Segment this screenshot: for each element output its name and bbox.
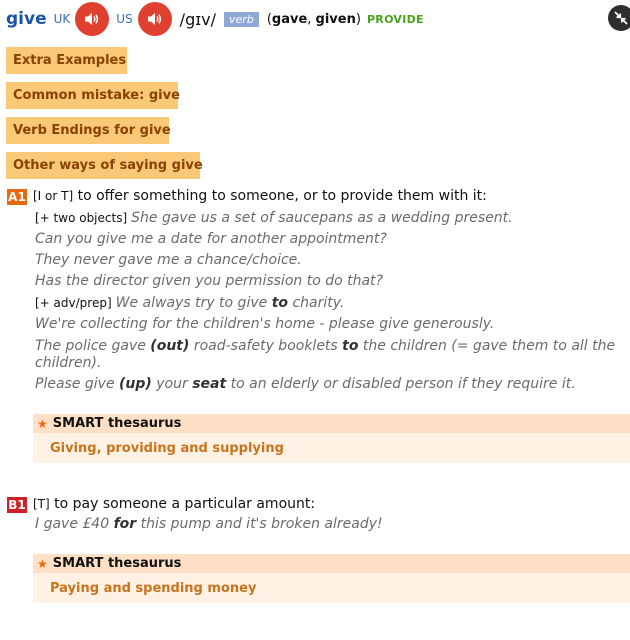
smart-thesaurus-title: SMART thesaurus (52, 556, 182, 571)
us-audio-button[interactable] (138, 2, 172, 36)
sense2-example (35, 516, 383, 532)
example-8-text-e: to an elderly or disabled person if they require it. (226, 376, 576, 392)
example-8-collocation: seat (192, 376, 227, 392)
star-icon: ★ (37, 556, 48, 571)
star-icon: ★ (37, 416, 48, 431)
level-badge-a1: A1 (8, 190, 26, 204)
example-5-collocation: to (271, 295, 288, 311)
uk-audio-button[interactable] (75, 2, 109, 36)
smart-thesaurus-title: SMART thesaurus (52, 416, 182, 431)
example-6: We're collecting for the children's home - please give generously. (35, 316, 495, 332)
us-label: US (116, 12, 133, 26)
sense2-example-text-a: I gave £40 (35, 516, 114, 532)
sense1-grammar: [I or T] (33, 189, 74, 203)
collapse-button[interactable] (608, 5, 630, 31)
example-7-particle: (out) (150, 338, 190, 354)
example-5 (35, 295, 344, 311)
sense2-definition: to pay someone a particular amount: (54, 496, 316, 512)
smart-thesaurus-header (33, 554, 630, 573)
smart-thesaurus-body (33, 573, 630, 603)
entry-header (6, 4, 606, 34)
example-7-text-a: The police gave (35, 338, 151, 354)
uk-label: UK (53, 12, 71, 26)
other-ways-button[interactable]: Other ways of saying give (6, 152, 200, 179)
example-1-text: She gave us a set of saucepans as a wedding present. (131, 210, 513, 226)
part-of-speech-badge: verb (224, 12, 259, 27)
verb-endings-button[interactable]: Verb Endings for give (6, 117, 169, 144)
example-2: Can you give me a date for another appointment? (35, 231, 387, 247)
example-4: Has the director given you permission to do that? (35, 273, 383, 289)
speaker-icon (146, 10, 164, 28)
example-8-particle: (up) (119, 376, 152, 392)
common-mistake-button[interactable]: Common mistake: give (6, 82, 178, 109)
example-5-grammar: [+ adv/prep] (35, 296, 112, 310)
forms-open: ( (266, 11, 272, 27)
pronunciation: /gɪv/ (179, 9, 217, 29)
example-8-text-c: your (151, 376, 193, 392)
collapse-icon (613, 10, 629, 26)
sense2-example-preposition: for (113, 516, 137, 532)
example-7 (35, 338, 625, 372)
sense2-grammar: [T] (33, 497, 50, 511)
guideword: PROVIDE (366, 12, 424, 26)
example-1 (35, 210, 513, 226)
extra-examples-button[interactable]: Extra Examples (6, 47, 127, 74)
smart-thesaurus-body (33, 433, 630, 463)
sense2-definition-line (33, 496, 315, 512)
sense1-definition-line (33, 188, 487, 204)
level-badge-b1: B1 (8, 498, 26, 512)
speaker-icon (83, 10, 101, 28)
example-7-text-e: the children (= gave them to all the children). (35, 338, 616, 371)
example-7-text-c: road-safety booklets (189, 338, 343, 354)
example-1-grammar: [+ two objects] (35, 211, 128, 225)
smart-thesaurus-header (33, 414, 630, 433)
example-3: They never gave me a chance/choice. (35, 252, 302, 268)
example-7-preposition: to (342, 338, 359, 354)
thesaurus-link-paying[interactable]: Paying and spending money (50, 580, 257, 596)
example-8-text-a: Please give (35, 376, 120, 392)
example-5-text-a: We always try to give (115, 295, 272, 311)
headword: give (6, 9, 47, 29)
form-past-participle: given (315, 11, 356, 27)
forms-close: ) (355, 11, 361, 27)
sense1-definition: to offer something to someone, or to provide them with it: (77, 188, 487, 204)
smart-thesaurus-box-1 (33, 414, 630, 463)
example-8 (35, 376, 576, 392)
forms-sep: , (307, 11, 316, 27)
example-5-text-c: charity. (288, 295, 345, 311)
smart-thesaurus-box-2 (33, 554, 630, 603)
thesaurus-link-giving[interactable]: Giving, providing and supplying (50, 440, 284, 456)
form-past: gave (271, 11, 308, 27)
verb-forms (267, 12, 361, 27)
sense2-example-text-c: this pump and it's broken already! (136, 516, 383, 532)
